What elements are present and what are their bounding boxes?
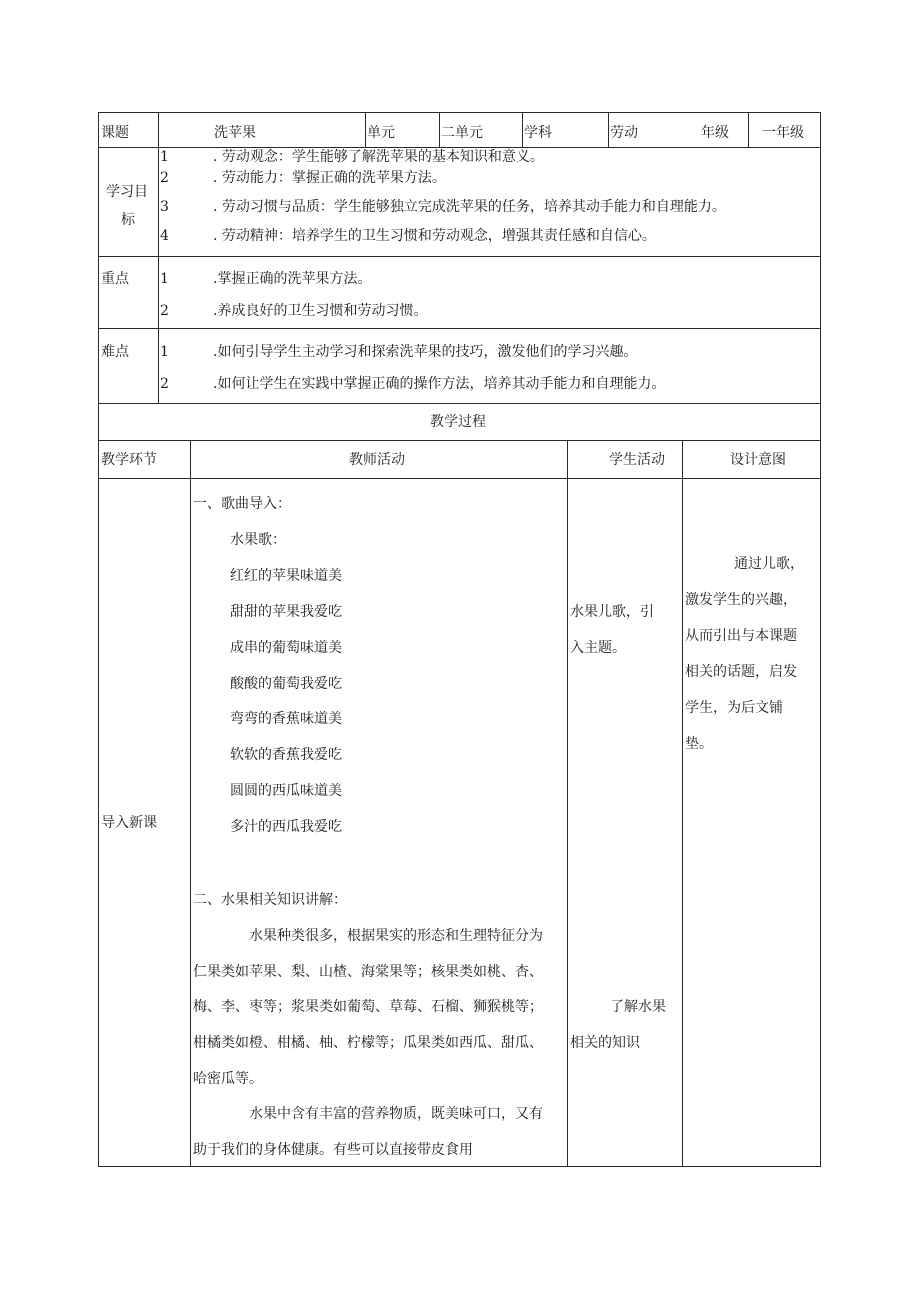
row-divider bbox=[98, 478, 821, 479]
column-header-design: 设计意图 bbox=[730, 452, 786, 468]
topic-label: 课题 bbox=[101, 125, 129, 141]
row-divider bbox=[98, 403, 821, 404]
paragraph-line: 梅、李、枣等；浆果类如葡萄、草莓、石榴、狮猴桃等； bbox=[193, 999, 543, 1015]
table-border-right bbox=[820, 112, 821, 1167]
subject-value: 劳动 bbox=[610, 125, 638, 141]
paragraph-line: 仁果类如苹果、梨、山楂、海棠果等；核果类如桃、杏、 bbox=[193, 964, 543, 980]
design-intent: 通过儿歌， bbox=[734, 556, 804, 572]
key-points-label: 重点 bbox=[101, 271, 129, 287]
difficulty-text: .如何让学生在实践中掌握正确的操作方法，培养其动手能力和自理能力。 bbox=[213, 376, 666, 392]
col-divider bbox=[567, 440, 568, 1167]
design-intent: 从而引出与本课题 bbox=[685, 628, 797, 644]
col-divider bbox=[439, 112, 440, 147]
student-activity: 入主题。 bbox=[570, 640, 626, 656]
song-line: 圆圆的西瓜味道美 bbox=[230, 783, 342, 799]
song-line: 弯弯的香蕉味道美 bbox=[230, 711, 342, 727]
song-line: 甜甜的苹果我爱吃 bbox=[230, 604, 342, 620]
paragraph-line: 哈密瓜等。 bbox=[193, 1071, 263, 1087]
key-point-number: 2 bbox=[160, 303, 169, 319]
unit-label: 单元 bbox=[367, 125, 395, 141]
paragraph-line: 柑橘类如橙、柑橘、柚、柠檬等；瓜果类如西瓜、甜瓜、 bbox=[193, 1035, 543, 1051]
topic-value: 洗苹果 bbox=[214, 125, 256, 141]
col-divider bbox=[158, 147, 159, 403]
song-line: 软软的香蕉我爱吃 bbox=[230, 747, 342, 763]
difficulty-number: 2 bbox=[160, 376, 169, 392]
difficulty-number: 1 bbox=[160, 344, 169, 360]
subject-label: 学科 bbox=[524, 125, 552, 141]
table-border-top bbox=[98, 112, 821, 113]
objectives-label: 标 bbox=[121, 212, 135, 228]
design-intent: 垫。 bbox=[685, 736, 713, 752]
difficulties-label: 难点 bbox=[101, 344, 129, 360]
objective-number: 4 bbox=[160, 228, 169, 244]
col-divider bbox=[158, 112, 159, 147]
row-divider bbox=[98, 328, 821, 329]
difficulty-text: .如何引导学生主动学习和探索洗苹果的技巧，激发他们的学习兴趣。 bbox=[213, 344, 638, 360]
paragraph-line: 水果中含有丰富的营养物质，既美味可口，又有 bbox=[249, 1106, 543, 1122]
col-divider bbox=[190, 440, 191, 1167]
col-divider bbox=[608, 112, 609, 147]
song-line: 多汁的西瓜我爱吃 bbox=[230, 819, 342, 835]
unit-value: 二单元 bbox=[441, 125, 483, 141]
objective-text: . 劳动观念：学生能够了解洗苹果的基本知识和意义。 bbox=[213, 149, 544, 165]
column-header-teacher: 教师活动 bbox=[349, 452, 405, 468]
column-header-student: 学生活动 bbox=[609, 452, 665, 468]
objectives-label: 学习目 bbox=[106, 184, 148, 200]
row-divider bbox=[98, 256, 821, 257]
song-line: 红红的苹果味道美 bbox=[230, 568, 342, 584]
process-title: 教学过程 bbox=[430, 414, 486, 430]
key-point-number: 1 bbox=[160, 271, 169, 287]
student-activity: 相关的知识 bbox=[570, 1035, 640, 1051]
objective-text: . 劳动能力：掌握正确的洗苹果方法。 bbox=[213, 170, 446, 186]
student-activity: 水果儿歌，引 bbox=[570, 604, 654, 620]
paragraph-line: 水果种类很多，根据果实的形态和生理特征分为 bbox=[249, 928, 543, 944]
row-divider bbox=[98, 147, 821, 148]
col-divider bbox=[365, 112, 366, 147]
design-intent: 学生，为后文铺 bbox=[685, 700, 783, 716]
paragraph-line: 助于我们的身体健康。有些可以直接带皮食用 bbox=[193, 1142, 473, 1158]
song-line: 成串的葡萄味道美 bbox=[230, 640, 342, 656]
objective-number: 3 bbox=[160, 199, 169, 215]
song-title: 水果歌： bbox=[230, 532, 286, 548]
design-intent: 相关的话题，启发 bbox=[685, 664, 797, 680]
key-point-text: .掌握正确的洗苹果方法。 bbox=[213, 271, 372, 287]
design-intent: 激发学生的兴趣， bbox=[685, 592, 797, 608]
objective-number: 1 bbox=[160, 149, 169, 165]
song-line: 酸酸的葡萄我爱吃 bbox=[230, 676, 342, 692]
table-border-left bbox=[98, 112, 99, 1167]
section-heading: 一、歌曲导入： bbox=[193, 496, 291, 512]
row-divider bbox=[98, 440, 821, 441]
col-divider bbox=[682, 440, 683, 1167]
grade-label: 年级 bbox=[701, 125, 729, 141]
grade-value: 一年级 bbox=[762, 125, 804, 141]
objective-text: . 劳动习惯与品质：学生能够独立完成洗苹果的任务，培养其动手能力和自理能力。 bbox=[213, 199, 726, 215]
objective-number: 2 bbox=[160, 170, 169, 186]
stage-label: 导入新课 bbox=[101, 815, 157, 831]
col-divider bbox=[522, 112, 523, 147]
table-border-bottom bbox=[98, 1166, 821, 1167]
student-activity: 了解水果 bbox=[610, 999, 666, 1015]
key-point-text: .养成良好的卫生习惯和劳动习惯。 bbox=[213, 303, 428, 319]
col-divider bbox=[748, 112, 749, 147]
objective-text: . 劳动精神：培养学生的卫生习惯和劳动观念，增强其责任感和自信心。 bbox=[213, 228, 656, 244]
column-header-stage: 教学环节 bbox=[101, 452, 157, 468]
section-heading: 二、水果相关知识讲解： bbox=[193, 892, 347, 908]
